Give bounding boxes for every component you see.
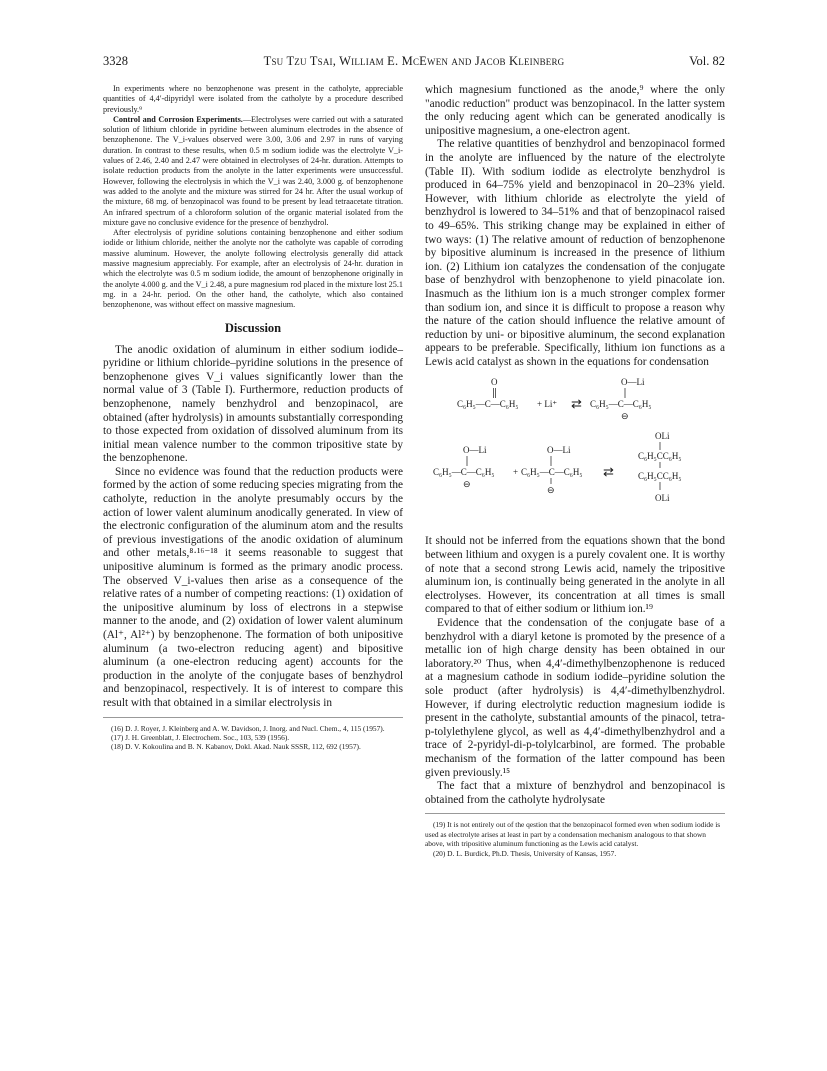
right-text-top: [425, 84, 725, 369]
page-number: 3328: [103, 54, 128, 68]
eq2-reactant-1: C₆H₅—C—C₆H₅: [433, 467, 495, 478]
paragraph-text: —Electrolyses were carried out with a saturated solution of lithium chloride in pyridine between aluminum electrodes in the absence of benzophenone.: [103, 114, 403, 145]
paragraph-text: The V_i-values observed were 3.00, 3.06 and 2.97 in runs of varying duration. In contrast to these results, when 0.5 m sodium iodide was the electrolyte V_i-values of 2.46, 2.40 and 2.47 were obtained in electrolyses of 24-hr. duration. Attempts to isolate reduction products from the anolyte in the latter experiments were unsuccessful. However, following the electrolysis in which the V_i was 2.40, 3.000 g. of benzophenone was added to the anolyte and the mixture was stirred for 24 hr. After the usual workup of the mixture, 68 mg. of benzopinacol was found to be present by lead tetraacetate titration. An infrared spectrum of a chloroform solution of the organic material isolated from the mixture gave no conclusive evidence for the presence of benzhydrol.: [103, 135, 403, 227]
experimental-text: [103, 84, 403, 311]
eq2-prod-l2: C₆H₅CC₆H₅: [638, 471, 682, 482]
paragraph: The anodic oxidation of aluminum in either sodium iodide–pyridine or lithium chloride–pyridine solutions in the presence of benzophenone gives V_i values significantly lower than the normal value of 3 (Table I). Furthermore, reduction products of benzophenone, namely benzhydrol and benzopinacol, are obtained (after hydrolysis) in amounts substantially corresponding to those expected from oxidation of dissolved aluminum from its initial mean valence number to the common tripositive state by the benzophenone.: [103, 343, 403, 465]
eq2-prod-top: OLi: [655, 431, 670, 442]
paragraph: The fact that a mixture of benzhydrol and benzopinacol is obtained from the catholyte hydrolysate: [425, 780, 725, 806]
footnote: (16) D. J. Royer, J. Kleinberg and A. W. Davidson, J. Inorg. and Nucl. Chem., 4, 115 (1957).: [111, 723, 385, 733]
eq1-reactant: C₆H₅—C—C₆H₅: [457, 399, 519, 410]
footnotes: [425, 813, 725, 858]
run-in-heading: Control and Corrosion Experiments.: [113, 114, 243, 124]
eq2-carbanion-2: ⊖: [547, 485, 555, 496]
paragraph: which magnesium functioned as the anode,⁹ where the only "anodic reduction" product was benzopinacol. In the latter system the only reducing agent which can be generated anodically is unipositive magnesium, a one-electron agent.: [425, 84, 725, 137]
paragraph: The relative quantities of benzhydrol and benzopinacol formed in the anolyte are influenced by the nature of the electrolyte (Table II). With sodium iodide as electrolyte benzhydrol is produced in 64–75% yield and benzopinacol in 20–23% yield. However, with lithium chloride as electrolyte the yield of benzhydrol is lowered to 34–51% and that of benzopinacol raised to 49–65%. This striking change may be explained in either of two ways: (1) The relative amount of reduction of benzophenone by bipositive aluminum is increased in the presence of lithium ion. (2) Lithium ion catalyzes the condensation of the conjugate base of benzhydrol with benzophenone to yield pinacolate ion. Inasmuch as the lithium ion is a much stronger complex former than sodium ion, and since it is difficult to propose a reason why the nature of the cation should influence the relative amount of reduction by uni- or bipositive aluminum, the second explanation appears to be preferable. Specifically, lithium ion functions as a Lewis acid catalyst as shown in the equations for condensation: [425, 138, 725, 368]
paragraph: In experiments where no benzophenone was present in the catholyte, appreciable quantities of 4,4′-dipyridyl were isolated from the catholyte by a procedure described previously.⁹: [103, 84, 403, 114]
eq1-oli: O—Li: [621, 377, 645, 388]
eq2-prod-bot: OLi: [655, 493, 670, 504]
eq1-product: C₆H₅—C—C₆H₅: [590, 399, 652, 410]
eq2-plus: +: [513, 467, 519, 478]
right-column: [425, 84, 725, 858]
eq2-reactant-2: C₆H₅—C—C₆H₅: [521, 467, 583, 478]
footnote: (17) J. H. Greenblatt, J. Electrochem. Soc., 103, 539 (1956).: [111, 732, 290, 742]
eq2-arrows: ⇄: [603, 464, 614, 480]
condensation-equations: [425, 373, 725, 533]
left-column: [103, 84, 403, 752]
paragraph: Since no evidence was found that the reduction products were formed by the action of some reducing species migrating from the catholyte, reduction in the anolyte presumably occurs by the action of lower valent aluminum anodically generated. In view of the electronic configuration of the aluminum atom and the results of previous investigations of the anodic oxidation of aluminum and other metals,⁸·¹⁶⁻¹⁸ it seems reasonable to suggest that unipositive aluminum is formed as the primary anodic process. The observed V_i-values then arise as a consequence of the relative rates of a number of competing reactions: (1) oxidation of the unipositive aluminum by loss of electrons in a stepwise manner to the anode, and (2) oxidation of lower valent aluminum (Al⁺, Al²⁺) by benzophenone. The formation of both unipositive aluminum (a two-electron reducing agent) and bipositive aluminum (a one-electron reducing agent) accounts for the production in the anolyte of the conjugate bases of benzhydrol and benzopinacol, respectively. It is of interest to compare this result with that obtained in a similar electrolysis in: [103, 465, 403, 709]
paragraph: Evidence that the condensation of the conjugate base of a benzhydrol with a diaryl ketone is promoted by the presence of a metallic ion of high charge density has been obtained in our laboratory.²⁰ Thus, when 4,4′-dimethylbenzophenone is reduced at a magnesium cathode in sodium iodide–pyridine solution the sole product (after hydrolysis) is 4,4′-dimethylbenzhydrol. However, if during electrolytic reduction magnesium iodide is present in the catholyte, substantial amounts of the pinacol, tetra-p-tolylethylene glycol, as well as 4,4′-dimethylbenzhydrol and a trace of 2-pyridyl-di-p-tolylcarbinol, are formed. The probable mechanism of the formation of the latter compound has been given previously.¹⁵: [425, 617, 725, 779]
eq1-oxygen: O: [491, 377, 498, 388]
eq1-carbanion: ⊖: [621, 411, 629, 422]
eq1-arrows: ⇄: [571, 396, 582, 412]
footnote: (20) D. L. Burdick, Ph.D. Thesis, University of Kansas, 1957.: [433, 848, 617, 858]
discussion-text: [103, 344, 403, 711]
running-head-authors: Tsu Tzu Tsai, William E. McEwen and Jacob Kleinberg: [263, 54, 565, 68]
eq2-oli-1: O—Li: [463, 445, 487, 456]
section-heading: Discussion: [224, 320, 282, 335]
right-text-bottom: [425, 535, 725, 807]
eq1-plus-li: + Li⁺: [537, 399, 558, 410]
volume-label: Vol. 82: [689, 54, 725, 68]
eq2-prod-l1: C₆H₅CC₆H₅: [638, 451, 682, 462]
paragraph: [103, 115, 403, 228]
paragraph: After electrolysis of pyridine solutions containing benzophenone and either sodium iodide or lithium chloride, neither the anolyte nor the catholyte was capable of corroding massive aluminum. However, the anolyte following electrolysis generally did attack massive magnesium appreciably. For example, after an electrolysis of 24-hr. duration in which the electrolyte was 0.5 m sodium iodide, the amount of benzophenone originally in the anolyte 4.000 g. and the V_i 2.48, a pure magnesium rod placed in the mixture lost 25.1 mg. in a 24-hr. period. On the other hand, the catholyte, which also contained benzophenone, was without effect on massive magnesium.: [103, 228, 403, 310]
paragraph: It should not be inferred from the equations shown that the bond between lithium and oxygen is a purely covalent one. It is worthy of note that a second strong Lewis acid, namely the tripositive aluminum ion, is continually being generated in the anolyte in all electrolyses. However, its concentration at all times is small compared to that of either sodium or lithium ion.¹⁹: [425, 535, 725, 616]
footnotes: [103, 717, 403, 752]
footnote: (19) It is not entirely out of the qestion that the benzopinacol formed even when sodium iodide is used as electrolyte arises at least in part by a condensation mechanism analogous to that shown above, with tripositive aluminum functioning as the Lewis acid catalyst.: [425, 820, 721, 849]
eq2-oli-2: O—Li: [547, 445, 571, 456]
footnote: (18) D. V. Kokoulina and B. N. Kabanov, Dokl. Akad. Nauk SSSR, 112, 692 (1957).: [111, 742, 361, 752]
eq2-carbanion: ⊖: [463, 479, 471, 490]
